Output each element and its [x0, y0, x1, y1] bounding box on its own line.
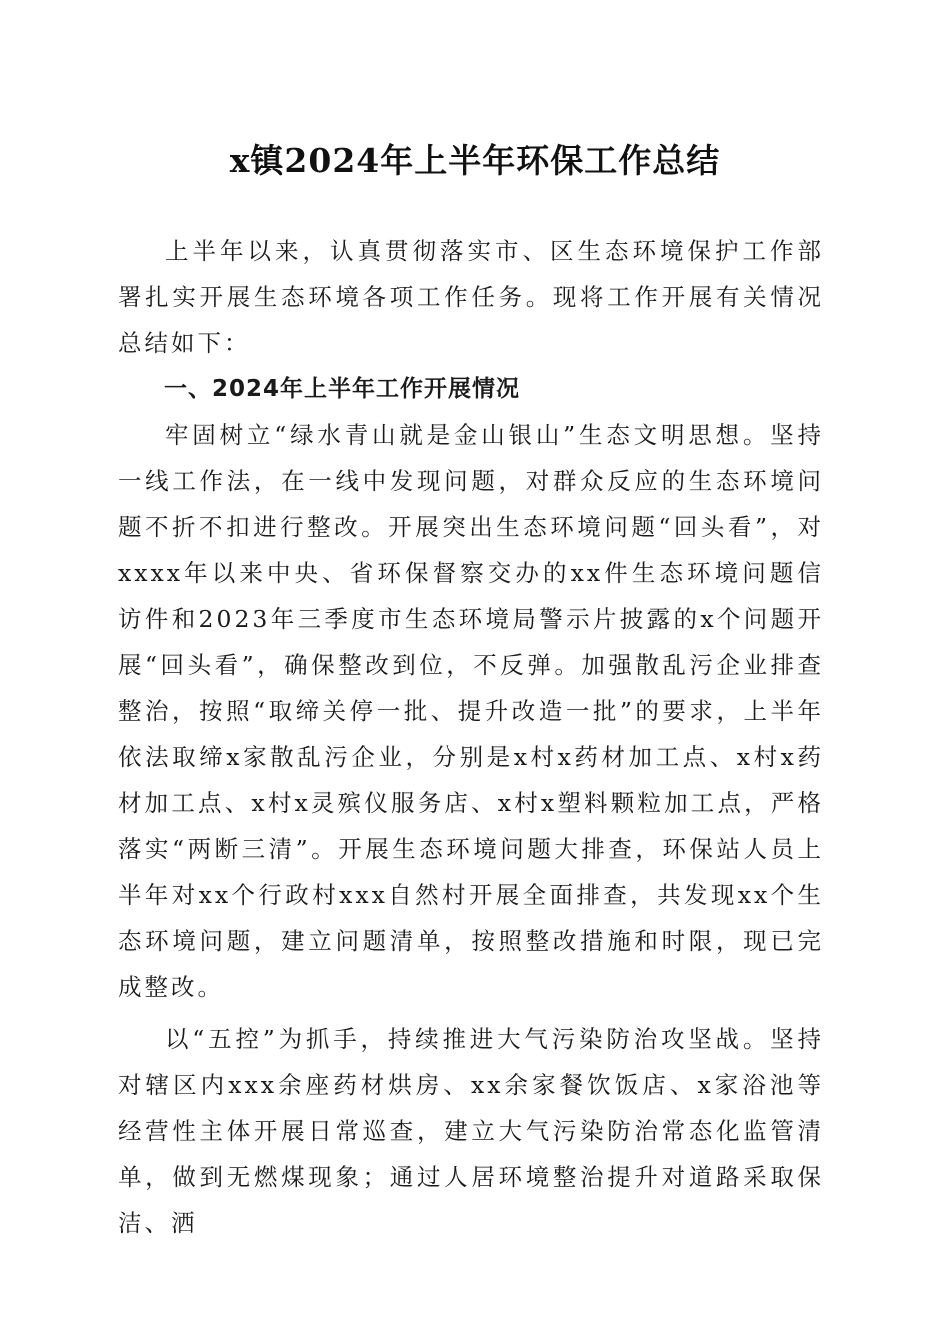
document-title: x镇2024年上半年环保工作总结	[229, 141, 721, 180]
intro-paragraph: 上半年以来，认真贯彻落实市、区生态环境保护工作部署扎实开展生态环境各项工作任务。现将工作开展有关情况总结如下：	[118, 237, 824, 357]
document-body	[118, 228, 824, 1246]
body-paragraph-2: 以“五控”为抓手，持续推进大气污染防治攻坚战。坚持对辖区内xxx余座药材烘房、xx余家餐饮饭店、x家浴池等经营性主体开展日常巡查，建立大气污染防治常态化监管清单，做到无燃煤现象；通过人居环境整治提升对道路采取保洁、洒	[118, 1025, 824, 1237]
section-heading: 一、2024年上半年工作开展情况	[164, 376, 521, 402]
body-paragraph-1: 牢固树立“绿水青山就是金山银山”生态文明思想。坚持一线工作法，在一线中发现问题，对群众反应的生态环境问题不折不扣进行整改。开展突出生态环境问题“回头看”，对xxxx年以来中央、省环保督察交办的xx件生态环境问题信访件和2023年三季度市生态环境局警示片披露的x个问题开展“回头看”，确保整改到位，不反弹。加强散乱污企业排查整治，按照“取缔关停一批、提升改造一批”的要求，上半年依法取缔x家散乱污企业，分别是x村x药材加工点、x村x药材加工点、x村x灵殡仪服务店、x村x塑料颗粒加工点，严格落实“两断三清”。开展生态环境问题大排查，环保站人员上半年对xx个行政村xxx自然村开展全面排查，共发现xx个生态环境问题，建立问题清单，按照整改措施和时限，现已完成整改。	[118, 421, 824, 1001]
